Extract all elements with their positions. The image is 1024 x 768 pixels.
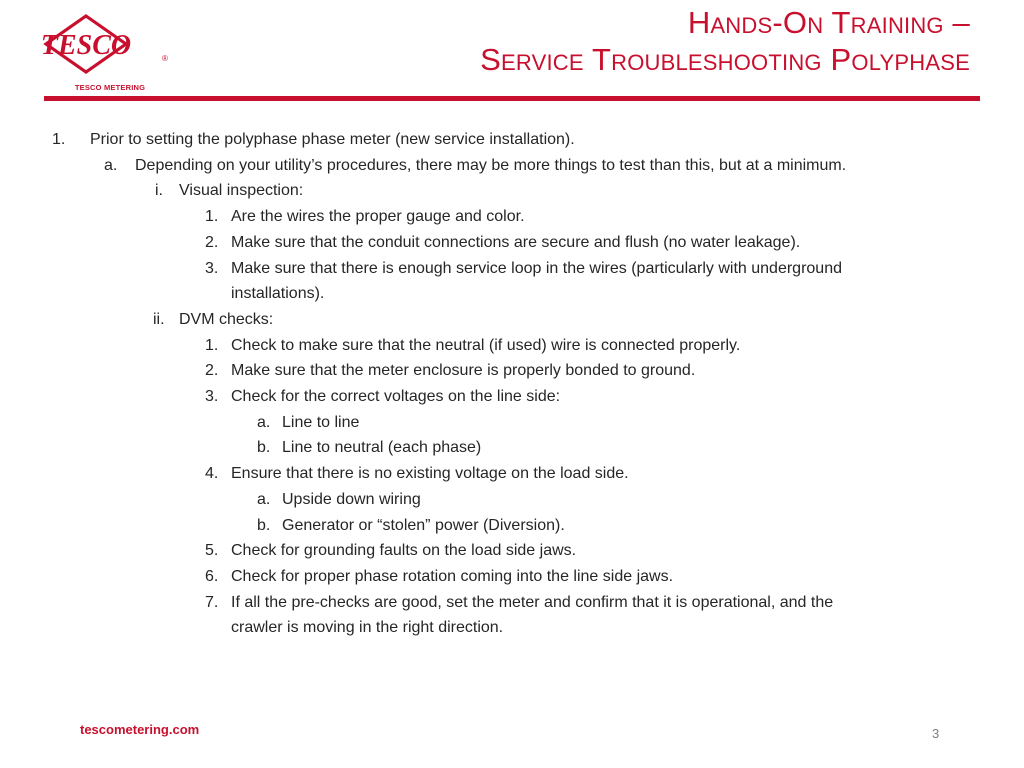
page-number: 3: [932, 726, 940, 741]
title-line-1: Hands-On Training –: [687, 5, 970, 40]
logo-wordmark: TESCO: [40, 30, 132, 61]
logo-tagline: TESCO METERING: [74, 83, 146, 92]
tesco-logo: [40, 10, 180, 98]
registered-mark: ®: [162, 54, 168, 63]
title-line-2: Service Troubleshooting Polyphase: [480, 42, 970, 78]
slide-title: [480, 4, 970, 78]
website-link[interactable]: tescometering.com: [80, 722, 200, 737]
title-underline: [44, 96, 980, 101]
